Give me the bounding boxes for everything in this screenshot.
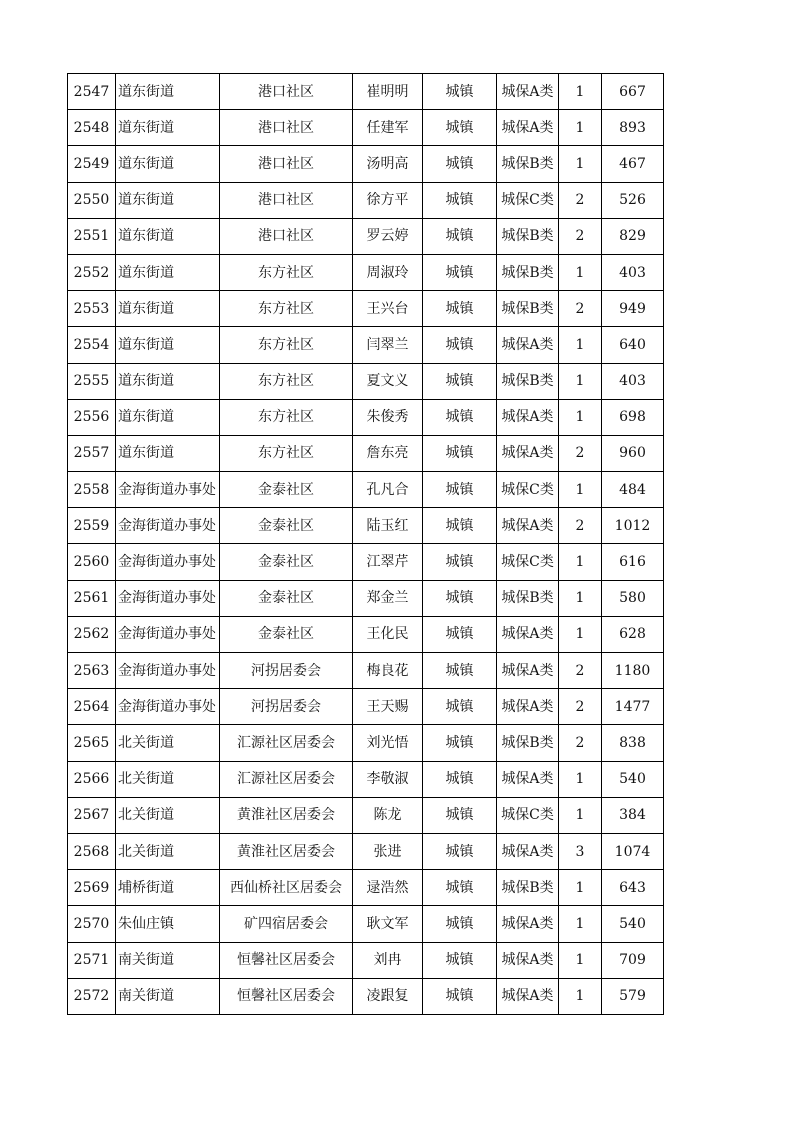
- name-cell: 王天赐: [353, 689, 423, 725]
- name-cell: 郑金兰: [353, 580, 423, 616]
- category-cell: 城保A类: [497, 616, 559, 652]
- street-cell: 北关街道: [116, 725, 220, 761]
- persons-cell: 3: [559, 833, 602, 869]
- area-type-cell: 城镇: [423, 544, 497, 580]
- amount-cell: 540: [602, 761, 664, 797]
- area-type-cell: 城镇: [423, 363, 497, 399]
- street-cell: 道东街道: [116, 399, 220, 435]
- area-type-cell: 城镇: [423, 906, 497, 942]
- name-cell: 夏文义: [353, 363, 423, 399]
- table-row: [68, 653, 664, 689]
- area-type-cell: 城镇: [423, 978, 497, 1014]
- name-cell: 刘光悟: [353, 725, 423, 761]
- area-type-cell: 城镇: [423, 182, 497, 218]
- name-cell: 张进: [353, 833, 423, 869]
- street-cell: 道东街道: [116, 218, 220, 254]
- table-row: [68, 110, 664, 146]
- area-type-cell: 城镇: [423, 254, 497, 290]
- name-cell: 刘冉: [353, 942, 423, 978]
- persons-cell: 1: [559, 544, 602, 580]
- street-cell: 金海街道办事处: [116, 580, 220, 616]
- amount-cell: 616: [602, 544, 664, 580]
- street-cell: 金海街道办事处: [116, 544, 220, 580]
- area-type-cell: 城镇: [423, 435, 497, 471]
- area-type-cell: 城镇: [423, 653, 497, 689]
- street-cell: 道东街道: [116, 146, 220, 182]
- street-cell: 朱仙庄镇: [116, 906, 220, 942]
- street-cell: 道东街道: [116, 435, 220, 471]
- name-cell: 徐方平: [353, 182, 423, 218]
- table-row: [68, 218, 664, 254]
- name-cell: 耿文军: [353, 906, 423, 942]
- persons-cell: 2: [559, 435, 602, 471]
- persons-cell: 2: [559, 218, 602, 254]
- row-number-cell: 2569: [68, 870, 116, 906]
- records-table: [67, 73, 664, 1015]
- area-type-cell: 城镇: [423, 725, 497, 761]
- name-cell: 周淑玲: [353, 254, 423, 290]
- persons-cell: 1: [559, 363, 602, 399]
- area-type-cell: 城镇: [423, 327, 497, 363]
- amount-cell: 893: [602, 110, 664, 146]
- amount-cell: 643: [602, 870, 664, 906]
- area-type-cell: 城镇: [423, 218, 497, 254]
- amount-cell: 403: [602, 363, 664, 399]
- amount-cell: 709: [602, 942, 664, 978]
- amount-cell: 1074: [602, 833, 664, 869]
- row-number-cell: 2559: [68, 508, 116, 544]
- community-cell: 东方社区: [220, 327, 353, 363]
- amount-cell: 829: [602, 218, 664, 254]
- persons-cell: 1: [559, 472, 602, 508]
- street-cell: 道东街道: [116, 363, 220, 399]
- row-number-cell: 2563: [68, 653, 116, 689]
- persons-cell: 1: [559, 327, 602, 363]
- street-cell: 南关街道: [116, 942, 220, 978]
- persons-cell: 1: [559, 110, 602, 146]
- name-cell: 汤明高: [353, 146, 423, 182]
- table-row: [68, 725, 664, 761]
- table-row: [68, 399, 664, 435]
- amount-cell: 838: [602, 725, 664, 761]
- community-cell: 黄淮社区居委会: [220, 797, 353, 833]
- area-type-cell: 城镇: [423, 833, 497, 869]
- category-cell: 城保C类: [497, 472, 559, 508]
- persons-cell: 1: [559, 399, 602, 435]
- amount-cell: 1180: [602, 653, 664, 689]
- street-cell: 金海街道办事处: [116, 653, 220, 689]
- street-cell: 埔桥街道: [116, 870, 220, 906]
- category-cell: 城保A类: [497, 906, 559, 942]
- amount-cell: 667: [602, 74, 664, 110]
- table-row: [68, 906, 664, 942]
- name-cell: 罗云婷: [353, 218, 423, 254]
- category-cell: 城保C类: [497, 182, 559, 218]
- area-type-cell: 城镇: [423, 689, 497, 725]
- category-cell: 城保C类: [497, 544, 559, 580]
- name-cell: 江翠芹: [353, 544, 423, 580]
- community-cell: 恒馨社区居委会: [220, 978, 353, 1014]
- community-cell: 河拐居委会: [220, 689, 353, 725]
- table-row: [68, 363, 664, 399]
- area-type-cell: 城镇: [423, 761, 497, 797]
- street-cell: 道东街道: [116, 74, 220, 110]
- street-cell: 金海街道办事处: [116, 616, 220, 652]
- name-cell: 李敬淑: [353, 761, 423, 797]
- row-number-cell: 2561: [68, 580, 116, 616]
- table-row: [68, 870, 664, 906]
- persons-cell: 2: [559, 653, 602, 689]
- amount-cell: 698: [602, 399, 664, 435]
- row-number-cell: 2564: [68, 689, 116, 725]
- community-cell: 港口社区: [220, 146, 353, 182]
- community-cell: 东方社区: [220, 291, 353, 327]
- area-type-cell: 城镇: [423, 472, 497, 508]
- area-type-cell: 城镇: [423, 291, 497, 327]
- row-number-cell: 2558: [68, 472, 116, 508]
- row-number-cell: 2566: [68, 761, 116, 797]
- table-row: [68, 472, 664, 508]
- area-type-cell: 城镇: [423, 942, 497, 978]
- street-cell: 南关街道: [116, 978, 220, 1014]
- persons-cell: 1: [559, 254, 602, 290]
- category-cell: 城保B类: [497, 725, 559, 761]
- name-cell: 王兴台: [353, 291, 423, 327]
- persons-cell: 1: [559, 580, 602, 616]
- row-number-cell: 2562: [68, 616, 116, 652]
- area-type-cell: 城镇: [423, 146, 497, 182]
- area-type-cell: 城镇: [423, 508, 497, 544]
- row-number-cell: 2552: [68, 254, 116, 290]
- row-number-cell: 2568: [68, 833, 116, 869]
- table-row: [68, 327, 664, 363]
- persons-cell: 1: [559, 74, 602, 110]
- row-number-cell: 2565: [68, 725, 116, 761]
- category-cell: 城保A类: [497, 689, 559, 725]
- row-number-cell: 2553: [68, 291, 116, 327]
- street-cell: 金海街道办事处: [116, 472, 220, 508]
- amount-cell: 540: [602, 906, 664, 942]
- row-number-cell: 2560: [68, 544, 116, 580]
- community-cell: 港口社区: [220, 74, 353, 110]
- street-cell: 北关街道: [116, 797, 220, 833]
- table-row: [68, 616, 664, 652]
- street-cell: 道东街道: [116, 182, 220, 218]
- community-cell: 金泰社区: [220, 544, 353, 580]
- category-cell: 城保A类: [497, 435, 559, 471]
- category-cell: 城保A类: [497, 653, 559, 689]
- community-cell: 东方社区: [220, 363, 353, 399]
- community-cell: 西仙桥社区居委会: [220, 870, 353, 906]
- category-cell: 城保A类: [497, 508, 559, 544]
- amount-cell: 467: [602, 146, 664, 182]
- table-row: [68, 74, 664, 110]
- community-cell: 矿四宿居委会: [220, 906, 353, 942]
- table-row: [68, 580, 664, 616]
- name-cell: 朱俊秀: [353, 399, 423, 435]
- row-number-cell: 2551: [68, 218, 116, 254]
- area-type-cell: 城镇: [423, 616, 497, 652]
- community-cell: 金泰社区: [220, 580, 353, 616]
- row-number-cell: 2548: [68, 110, 116, 146]
- name-cell: 闫翠兰: [353, 327, 423, 363]
- category-cell: 城保A类: [497, 761, 559, 797]
- table-row: [68, 689, 664, 725]
- community-cell: 汇源社区居委会: [220, 725, 353, 761]
- table-row: [68, 254, 664, 290]
- street-cell: 金海街道办事处: [116, 508, 220, 544]
- name-cell: 梅良花: [353, 653, 423, 689]
- row-number-cell: 2556: [68, 399, 116, 435]
- amount-cell: 384: [602, 797, 664, 833]
- persons-cell: 2: [559, 291, 602, 327]
- category-cell: 城保B类: [497, 580, 559, 616]
- table-row: [68, 435, 664, 471]
- street-cell: 北关街道: [116, 761, 220, 797]
- community-cell: 东方社区: [220, 435, 353, 471]
- area-type-cell: 城镇: [423, 797, 497, 833]
- row-number-cell: 2572: [68, 978, 116, 1014]
- amount-cell: 579: [602, 978, 664, 1014]
- category-cell: 城保B类: [497, 254, 559, 290]
- amount-cell: 484: [602, 472, 664, 508]
- row-number-cell: 2571: [68, 942, 116, 978]
- community-cell: 港口社区: [220, 182, 353, 218]
- table-row: [68, 508, 664, 544]
- street-cell: 金海街道办事处: [116, 689, 220, 725]
- category-cell: 城保A类: [497, 74, 559, 110]
- row-number-cell: 2567: [68, 797, 116, 833]
- row-number-cell: 2550: [68, 182, 116, 218]
- community-cell: 金泰社区: [220, 508, 353, 544]
- category-cell: 城保B类: [497, 363, 559, 399]
- persons-cell: 1: [559, 870, 602, 906]
- category-cell: 城保A类: [497, 833, 559, 869]
- community-cell: 港口社区: [220, 218, 353, 254]
- community-cell: 金泰社区: [220, 472, 353, 508]
- row-number-cell: 2549: [68, 146, 116, 182]
- category-cell: 城保A类: [497, 399, 559, 435]
- table-row: [68, 978, 664, 1014]
- community-cell: 黄淮社区居委会: [220, 833, 353, 869]
- area-type-cell: 城镇: [423, 399, 497, 435]
- street-cell: 道东街道: [116, 254, 220, 290]
- name-cell: 逯浩然: [353, 870, 423, 906]
- category-cell: 城保A类: [497, 978, 559, 1014]
- amount-cell: 1012: [602, 508, 664, 544]
- name-cell: 陈龙: [353, 797, 423, 833]
- amount-cell: 640: [602, 327, 664, 363]
- persons-cell: 1: [559, 616, 602, 652]
- amount-cell: 526: [602, 182, 664, 218]
- category-cell: 城保C类: [497, 797, 559, 833]
- community-cell: 河拐居委会: [220, 653, 353, 689]
- persons-cell: 2: [559, 725, 602, 761]
- category-cell: 城保B类: [497, 291, 559, 327]
- persons-cell: 1: [559, 978, 602, 1014]
- row-number-cell: 2547: [68, 74, 116, 110]
- persons-cell: 1: [559, 906, 602, 942]
- row-number-cell: 2555: [68, 363, 116, 399]
- persons-cell: 1: [559, 146, 602, 182]
- category-cell: 城保A类: [497, 327, 559, 363]
- street-cell: 北关街道: [116, 833, 220, 869]
- table-row: [68, 544, 664, 580]
- community-cell: 汇源社区居委会: [220, 761, 353, 797]
- row-number-cell: 2557: [68, 435, 116, 471]
- category-cell: 城保A类: [497, 942, 559, 978]
- amount-cell: 1477: [602, 689, 664, 725]
- persons-cell: 1: [559, 797, 602, 833]
- table-row: [68, 146, 664, 182]
- row-number-cell: 2570: [68, 906, 116, 942]
- amount-cell: 960: [602, 435, 664, 471]
- community-cell: 东方社区: [220, 399, 353, 435]
- category-cell: 城保B类: [497, 146, 559, 182]
- community-cell: 东方社区: [220, 254, 353, 290]
- persons-cell: 2: [559, 182, 602, 218]
- category-cell: 城保A类: [497, 110, 559, 146]
- amount-cell: 628: [602, 616, 664, 652]
- community-cell: 港口社区: [220, 110, 353, 146]
- name-cell: 詹东亮: [353, 435, 423, 471]
- amount-cell: 403: [602, 254, 664, 290]
- table-row: [68, 833, 664, 869]
- table-row: [68, 291, 664, 327]
- name-cell: 凌跟复: [353, 978, 423, 1014]
- table-row: [68, 942, 664, 978]
- area-type-cell: 城镇: [423, 110, 497, 146]
- area-type-cell: 城镇: [423, 870, 497, 906]
- persons-cell: 1: [559, 942, 602, 978]
- category-cell: 城保B类: [497, 218, 559, 254]
- street-cell: 道东街道: [116, 110, 220, 146]
- name-cell: 任建军: [353, 110, 423, 146]
- table-row: [68, 182, 664, 218]
- area-type-cell: 城镇: [423, 580, 497, 616]
- table-row: [68, 797, 664, 833]
- records-table-body: [68, 74, 664, 1015]
- name-cell: 王化民: [353, 616, 423, 652]
- community-cell: 恒馨社区居委会: [220, 942, 353, 978]
- persons-cell: 2: [559, 508, 602, 544]
- area-type-cell: 城镇: [423, 74, 497, 110]
- persons-cell: 1: [559, 761, 602, 797]
- amount-cell: 949: [602, 291, 664, 327]
- street-cell: 道东街道: [116, 327, 220, 363]
- name-cell: 孔凡合: [353, 472, 423, 508]
- name-cell: 陆玉红: [353, 508, 423, 544]
- table-row: [68, 761, 664, 797]
- name-cell: 崔明明: [353, 74, 423, 110]
- persons-cell: 2: [559, 689, 602, 725]
- row-number-cell: 2554: [68, 327, 116, 363]
- community-cell: 金泰社区: [220, 616, 353, 652]
- category-cell: 城保B类: [497, 870, 559, 906]
- street-cell: 道东街道: [116, 291, 220, 327]
- amount-cell: 580: [602, 580, 664, 616]
